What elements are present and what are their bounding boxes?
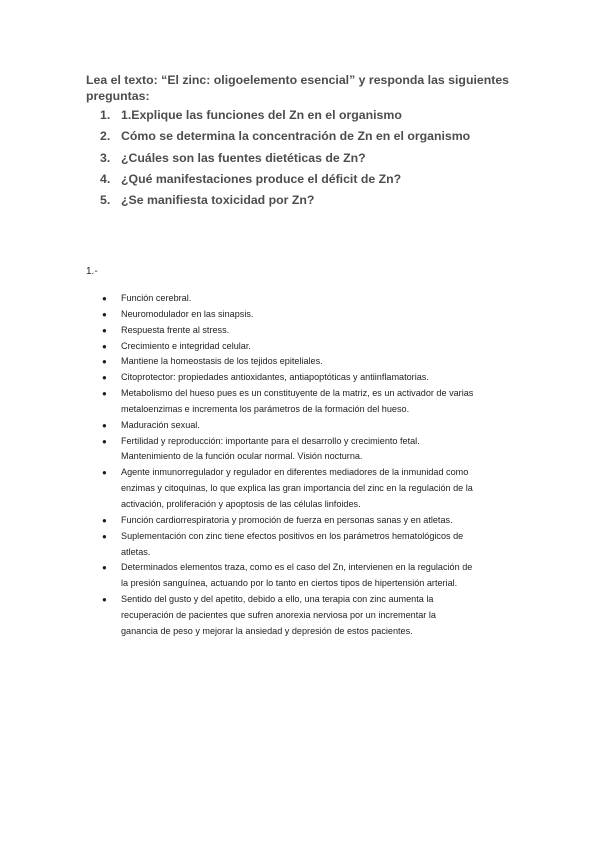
question-text: ¿Qué manifestaciones produce el déficit de Zn?: [121, 171, 402, 186]
answer-line: Función cerebral.: [121, 293, 192, 303]
answer-item: [102, 291, 522, 307]
answer-item: [102, 339, 522, 355]
answer-item: [102, 418, 522, 434]
answer-item: [102, 513, 522, 529]
question-item: [100, 193, 520, 214]
answer-line: recuperación de pacientes que sufren anorexia nerviosa por un incrementar la: [121, 609, 436, 620]
answer-line: metaloenzimas e incrementa los parámetros de la formación del hueso.: [121, 403, 410, 414]
answer-line: Citoprotector: propiedades antioxidantes, antiapoptóticas y antiinflamatorias.: [121, 372, 429, 383]
question-number: 1.: [100, 108, 111, 122]
answer-line: Fertilidad y reproducción: importante para el desarrollo y crecimiento fetal.: [121, 435, 420, 446]
question-number: 3.: [100, 150, 111, 165]
answer-line: enzimas y citoquinas, lo que explica las gran importancia del zinc en la regulación de la: [121, 483, 473, 494]
answer-line: la presión sanguínea, actuando por lo tanto en ciertos tipos de hipertensión arterial.: [121, 578, 458, 589]
questions-list: [100, 108, 520, 214]
answer-line: Función cardiorrespiratoria y promoción de fuerza en personas sanas y en atletas.: [121, 514, 453, 525]
answer-line: Neuromodulador en las sinapsis.: [121, 308, 254, 319]
answer-line: activación, proliferación y apoptosis de las células linfoides.: [121, 498, 361, 509]
answer-item: [102, 386, 522, 418]
question-number: 5.: [100, 193, 111, 208]
answer-line: Maduración sexual.: [121, 419, 200, 430]
bullet-icon: ●: [102, 325, 107, 335]
bullet-icon: ●: [102, 420, 107, 430]
question-text: ¿Se manifiesta toxicidad por Zn?: [121, 193, 315, 208]
instructions-line: preguntas:: [86, 88, 150, 103]
answer-line: Mantiene la homeostasis de los tejidos epiteliales.: [121, 356, 323, 367]
answer-line: atletas.: [121, 546, 151, 557]
question-item: [100, 108, 520, 129]
instructions-line: Lea el texto: “El zinc: oligoelemento esencial” y responda las siguientes: [86, 73, 509, 87]
bullet-icon: ●: [102, 515, 107, 525]
bullet-icon: ●: [102, 468, 107, 478]
bullet-icon: ●: [102, 373, 107, 383]
bullet-icon: ●: [102, 294, 107, 303]
bullet-icon: ●: [102, 389, 107, 399]
answer-line: Metabolismo del hueso pues es un constituyente de la matriz, es un activador de varias: [121, 388, 474, 399]
answer-item: [102, 307, 522, 323]
question-text: Cómo se determina la concentración de Zn en el organismo: [121, 129, 471, 144]
answer-line: ganancia de peso y mejorar la ansiedad y depresión de estos pacientes.: [121, 625, 413, 636]
question-item: [100, 172, 520, 193]
bullet-icon: ●: [102, 436, 107, 446]
answer-line: Crecimiento e integridad celular.: [121, 340, 251, 351]
answer-item: [102, 465, 522, 513]
answer-item: [102, 354, 522, 370]
question-text: ¿Cuáles son las fuentes dietéticas de Zn?: [121, 150, 366, 165]
answer-item: [102, 434, 522, 466]
answer-item: [102, 529, 522, 561]
bullet-icon: ●: [102, 563, 107, 573]
answer-item: [102, 370, 522, 386]
bullet-icon: ●: [102, 595, 107, 605]
question-number: 4.: [100, 171, 111, 186]
question-item: [100, 151, 520, 172]
question-number: 2.: [100, 129, 111, 144]
answer-line: Determinados elementos traza, como es el caso del Zn, intervienen en la regulación de: [121, 562, 473, 573]
bullet-icon: ●: [102, 357, 107, 367]
bullet-icon: ●: [102, 531, 107, 541]
answer-item: [102, 560, 522, 592]
answers-list: [102, 291, 522, 640]
answer-line: Agente inmunorregulador y regulador en diferentes mediadores de la inmunidad como: [121, 467, 469, 478]
instructions-paragraph: [86, 73, 526, 104]
question-text: 1.Explique las funciones del Zn en el organismo: [121, 108, 402, 122]
question-item: [100, 129, 520, 150]
bullet-icon: ●: [102, 341, 107, 351]
bullet-icon: ●: [102, 309, 107, 319]
answer-line: Sentido del gusto y del apetito, debido a ello, una terapia con zinc aumenta la: [121, 594, 434, 605]
answer-heading: 1.-: [86, 266, 98, 277]
answer-item: [102, 592, 522, 640]
answer-line: Suplementación con zinc tiene efectos positivos en los parámetros hematológicos de: [121, 530, 464, 541]
answer-line: Respuesta frente al stress.: [121, 324, 230, 335]
answer-item: [102, 323, 522, 339]
answer-line: Mantenimiento de la función ocular normal. Visión nocturna.: [121, 451, 363, 462]
